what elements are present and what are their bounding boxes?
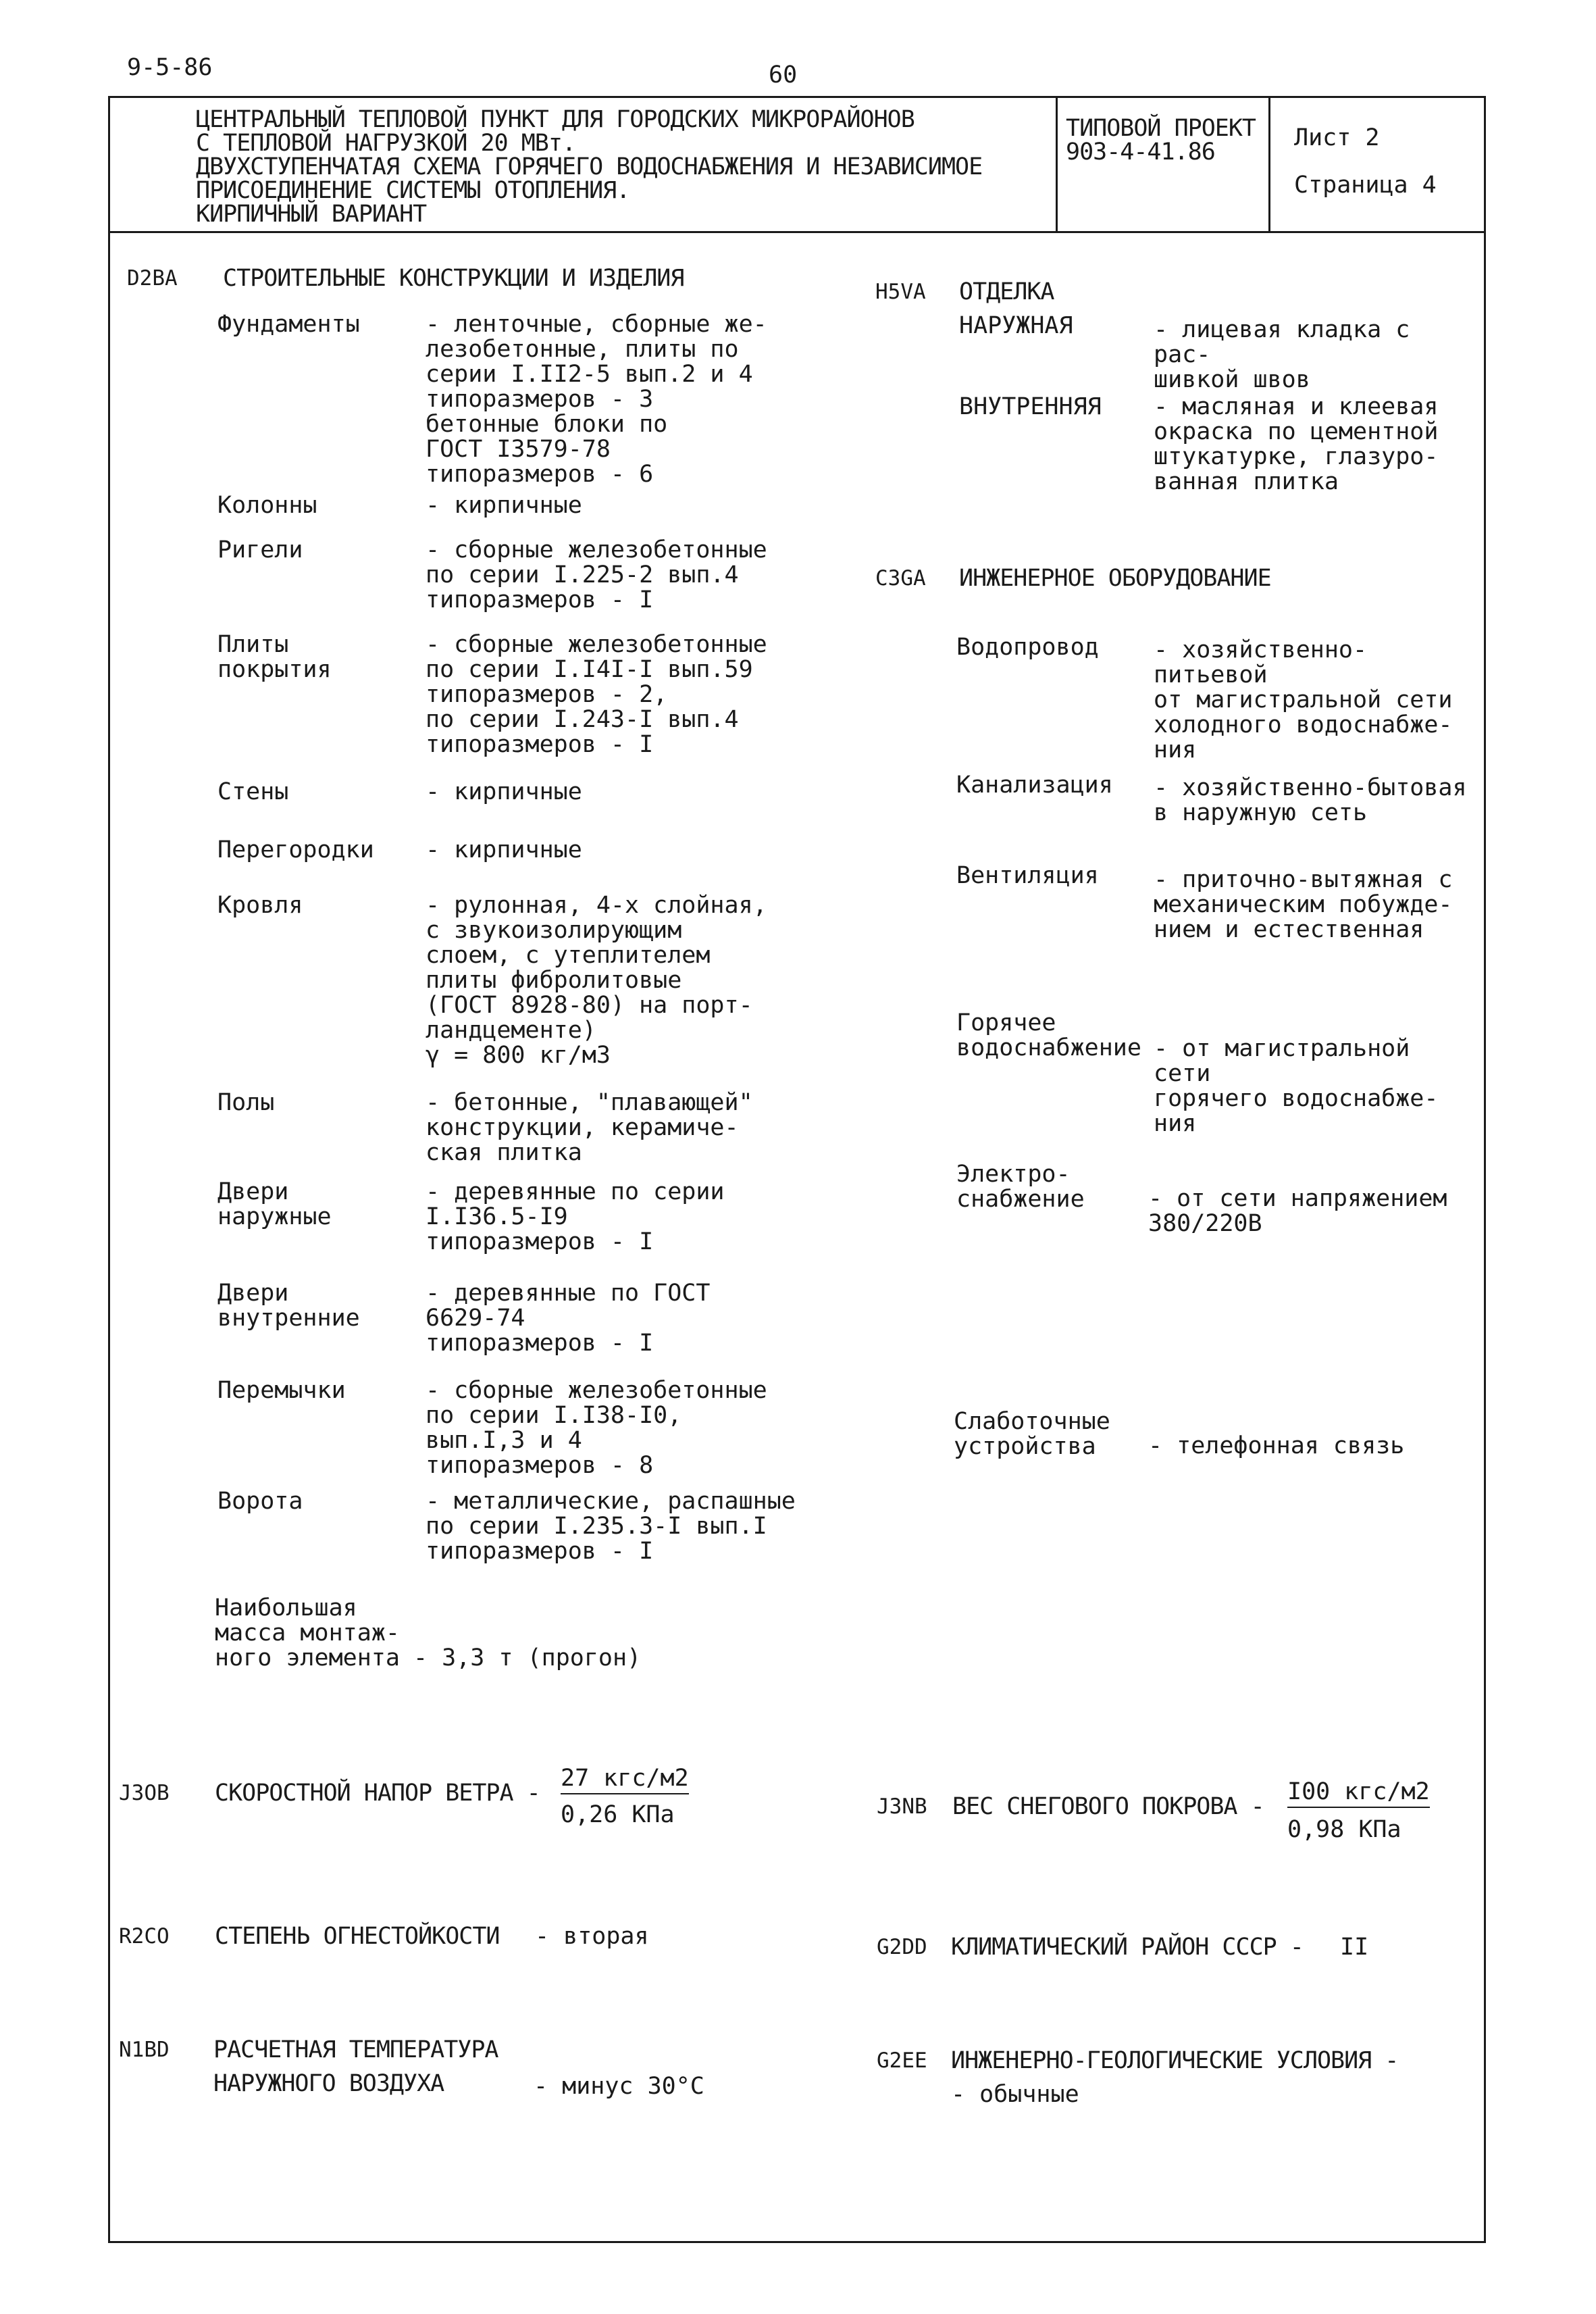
item-value: - кирпичные (426, 492, 582, 519)
climate-code: G2DD (877, 1935, 927, 1959)
temp-label-1: РАСЧЕТНАЯ ТЕМПЕРАТУРА (213, 2036, 498, 2063)
item-label: Перегородки (217, 836, 374, 863)
header-title: ЦЕНТРАЛЬНЫЙ ТЕПЛОВОЙ ПУНКТ ДЛЯ ГОРОДСКИХ МИКРОРАЙОНОВ С ТЕПЛОВОЙ НАГРУЗКОЙ 20 МВт. ДВУХСТУПЕНЧАТАЯ СХЕМА ГОРЯЧЕГО ВОДОСНАБЖЕНИЯ И НЕЗАВИСИМОЕ ПРИСОЕДИНЕНИЕ СИСТЕМЫ ОТОПЛЕНИЯ. КИРПИЧНЫЙ ВАРИАНТ (196, 106, 983, 228)
equipment-label: Водопровод (956, 634, 1099, 661)
item-label: Двери наружные (217, 1178, 332, 1230)
climate-value: II (1340, 1934, 1369, 1961)
section-code-equipment: C3GA (875, 566, 926, 590)
item-label: Двери внутренние (217, 1280, 360, 1332)
equipment-value: - от сети напряжением 380/220В (1148, 1185, 1447, 1237)
snow-code: J3NB (877, 1794, 927, 1819)
item-value: - кирпичные (426, 836, 582, 863)
item-label: Стены (217, 778, 289, 805)
temp-label-2: НАРУЖНОГО ВОЗДУХА (213, 2070, 444, 2097)
equipment-label: Вентиляция (956, 862, 1099, 889)
item-label: Кровля (217, 892, 303, 919)
document-code: 9-5-86 (127, 54, 213, 81)
sheet-number: Лист 2 (1294, 124, 1380, 151)
finish-label: ВНУТРЕННЯЯ (959, 393, 1102, 420)
equipment-label: Горячее водоснабжение (956, 1009, 1141, 1061)
fire-label: СТЕПЕНЬ ОГНЕСТОЙКОСТИ (215, 1923, 500, 1950)
section-title-finish: ОТДЕЛКА (959, 278, 1054, 305)
project-number: 903-4-41.86 (1066, 139, 1215, 166)
equipment-value: - от магистральной сети горячего водоснабже- ния (1154, 1035, 1439, 1137)
item-value: - деревянные по серии I.I36.5-I9 типоразмеров - I (426, 1178, 725, 1255)
header-divider (108, 231, 1486, 233)
equipment-label: Канализация (956, 772, 1113, 799)
finish-value: - масляная и клеевая окраска по цементной штукатурке, глазуро- ванная плитка (1154, 393, 1439, 495)
header-divider-v2 (1268, 96, 1270, 232)
item-label: Фундаменты (217, 311, 360, 338)
wind-value-kgs: 27 кгс/м2 (561, 1765, 689, 1794)
item-label: Плиты покрытия (217, 631, 332, 683)
section-title-structures: СТРОИТЕЛЬНЫЕ КОНСТРУКЦИИ И ИЗДЕЛИЯ (223, 265, 684, 292)
equipment-value: - телефонная связь (1148, 1432, 1405, 1459)
section-code-finish: H5VA (875, 280, 926, 304)
temp-code: N1BD (119, 2038, 170, 2062)
item-value: - бетонные, "плавающей" конструкции, керамиче- ская плитка (426, 1089, 753, 1166)
item-label: Перемычки (217, 1377, 346, 1404)
finish-label: НАРУЖНАЯ (959, 312, 1073, 339)
project-label: ТИПОВОЙ ПРОЕКТ (1066, 115, 1256, 142)
climate-label: КЛИМАТИЧЕСКИЙ РАЙОН СССР - (951, 1934, 1304, 1961)
item-label: Ригели (217, 536, 303, 563)
header-divider-v1 (1056, 96, 1058, 232)
temp-value: - минус 30°С (534, 2073, 704, 2100)
geo-value: - обычные (951, 2081, 1079, 2108)
wind-code: J3OB (119, 1781, 170, 1805)
geo-label: ИНЖЕНЕРНО-ГЕОЛОГИЧЕСКИЕ УСЛОВИЯ - (951, 2047, 1399, 2074)
equipment-value: - хозяйственно-бытовая в наружную сеть (1154, 774, 1467, 826)
section-title-equipment: ИНЖЕНЕРНОЕ ОБОРУДОВАНИЕ (959, 565, 1271, 592)
fire-value: - вторая (535, 1923, 649, 1950)
equipment-value: - приточно-вытяжная с механическим побужде- нием и естественная (1154, 866, 1453, 943)
wind-value-kpa: 0,26 КПа (561, 1801, 675, 1828)
equipment-value: - хозяйственно-питьевой от магистральной сети холодного водоснабже- ния (1154, 636, 1453, 763)
item-label: Наибольшая масса монтаж- ного элемента (215, 1594, 400, 1671)
section-code-structures: D2BA (127, 266, 178, 291)
fire-code: R2CO (119, 1924, 170, 1948)
equipment-label: Электро- снабжение (956, 1161, 1085, 1213)
item-value: - кирпичные (426, 778, 582, 805)
page-label: Страница 4 (1294, 172, 1437, 199)
item-value: - сборные железобетонные по серии I.225-2 вып.4 типоразмеров - I (426, 536, 767, 613)
item-value: - рулонная, 4-х слойная, с звукоизолирующим слоем, с утеплителем плиты фибролитовые (ГОСТ 8928-80) на порт- ландцементе) γ = 800 кг/м3 (426, 892, 767, 1069)
item-label: Колонны (217, 492, 317, 519)
finish-value: - лицевая кладка с рас- шивкой швов (1154, 316, 1410, 393)
item-value: - сборные железобетонные по серии I.I38-I0, вып.I,3 и 4 типоразмеров - 8 (426, 1377, 767, 1479)
item-value: - 3,3 т (прогон) (413, 1644, 642, 1671)
geo-code: G2EE (877, 2048, 927, 2073)
snow-value-kpa: 0,98 КПа (1287, 1816, 1401, 1843)
equipment-label: Слаботочные устройства (954, 1408, 1110, 1460)
item-label: Ворота (217, 1488, 303, 1515)
page-number: 60 (769, 61, 798, 89)
wind-label: СКОРОСТНОЙ НАПОР ВЕТРА - (215, 1780, 540, 1807)
item-value: - металлические, распашные по серии I.235.3-I вып.I типоразмеров - I (426, 1488, 796, 1565)
snow-value-kgs: I00 кгс/м2 (1287, 1778, 1430, 1808)
item-value: - ленточные, сборные же- лезобетонные, плиты по серии I.II2-5 вып.2 и 4 типоразмеров - 3 бетонные блоки по ГОСТ I3579-78 типоразмеров - 6 (426, 311, 767, 488)
item-label: Полы (217, 1089, 275, 1116)
snow-label: ВЕС СНЕГОВОГО ПОКРОВА - (952, 1793, 1264, 1820)
item-value: - деревянные по ГОСТ 6629-74 типоразмеров - I (426, 1280, 711, 1357)
item-value: - сборные железобетонные по серии I.I4I-I вып.59 типоразмеров - 2, по серии I.243-I вып.4 типоразмеров - I (426, 631, 767, 758)
